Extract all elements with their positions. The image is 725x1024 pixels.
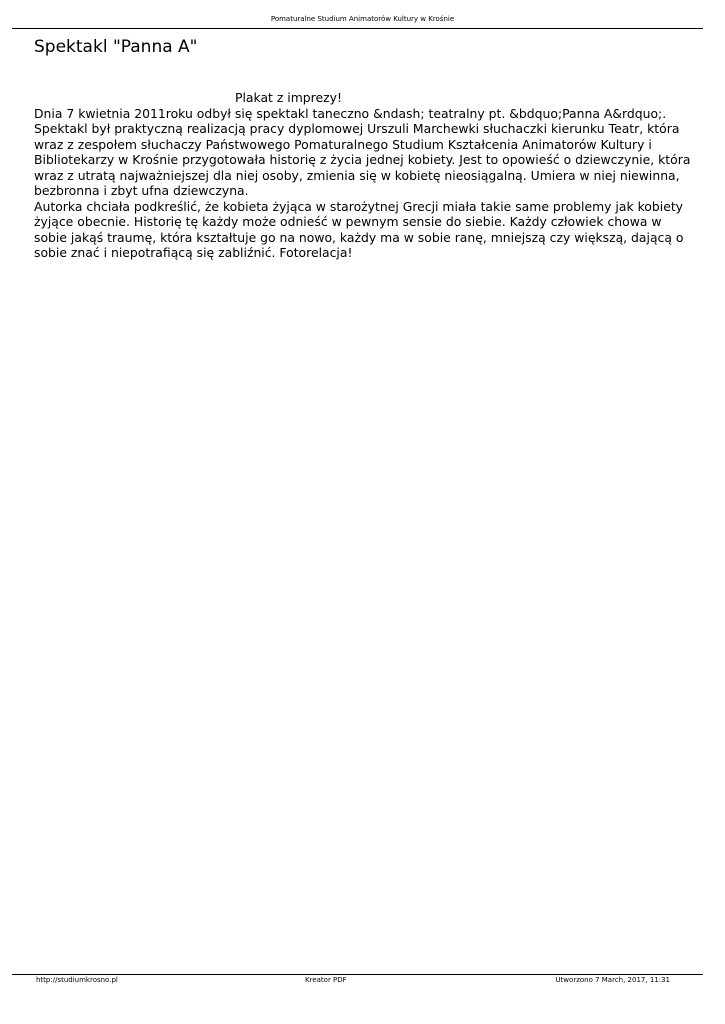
page-header: Pomaturalne Studium Animatorów Kultury w Krośnie bbox=[270, 15, 455, 23]
article-paragraph-2: Autorka chciała podkreślić, że kobieta żyjąca w starożytnej Grecji miała takie same problemy jak kobiety żyjące obecnie. Historię tę każdy może odnieść w pewnym sensie do siebie. Każdy człowiek chowa w sobie jakąś traumę, która kształtuje go na nowo, każdy ma w sobie ranę, mniejszą czy większą, dającą o sobie znać i niepotrafiącą się zabliźnić. Fotorelacja! bbox=[34, 198, 684, 260]
page-title: Spektakl "Panna A" bbox=[34, 37, 198, 57]
footer-generator: Kreator PDF bbox=[305, 976, 347, 984]
article-content bbox=[34, 90, 694, 261]
footer-created-date: Utworzono 7 March, 2017, 11:31 bbox=[555, 976, 670, 984]
article-paragraph-1: Dnia 7 kwietnia 2011roku odbył się spektakl taneczno &ndash; teatralny pt. &bdquo;Panna A&rdquo;. Spektakl był praktyczną realizacją pracy dyplomowej Urszuli Marchewki słuchaczki kierunku Teatr, która wraz z zespołem słuchaczy Państwowego Pomaturalnego Studium Kształcenia Animatorów Kultury i Bibliotekarzy w Krośnie przygotowała historię z życia jednej kobiety. Jest to opowieść o dziewczynie, która wraz z utratą najważniejszej dla niej osoby, zmienia się w kobietę nieosiągalną. Umiera w niej niewinna, bezbronna i zbyt ufna dziewczyna. bbox=[34, 105, 691, 198]
footer-divider bbox=[12, 974, 703, 975]
footer-url: http://studiumkrosno.pl bbox=[36, 976, 118, 984]
poster-caption: Plakat z imprezy! bbox=[235, 90, 342, 105]
header-divider bbox=[12, 28, 703, 29]
